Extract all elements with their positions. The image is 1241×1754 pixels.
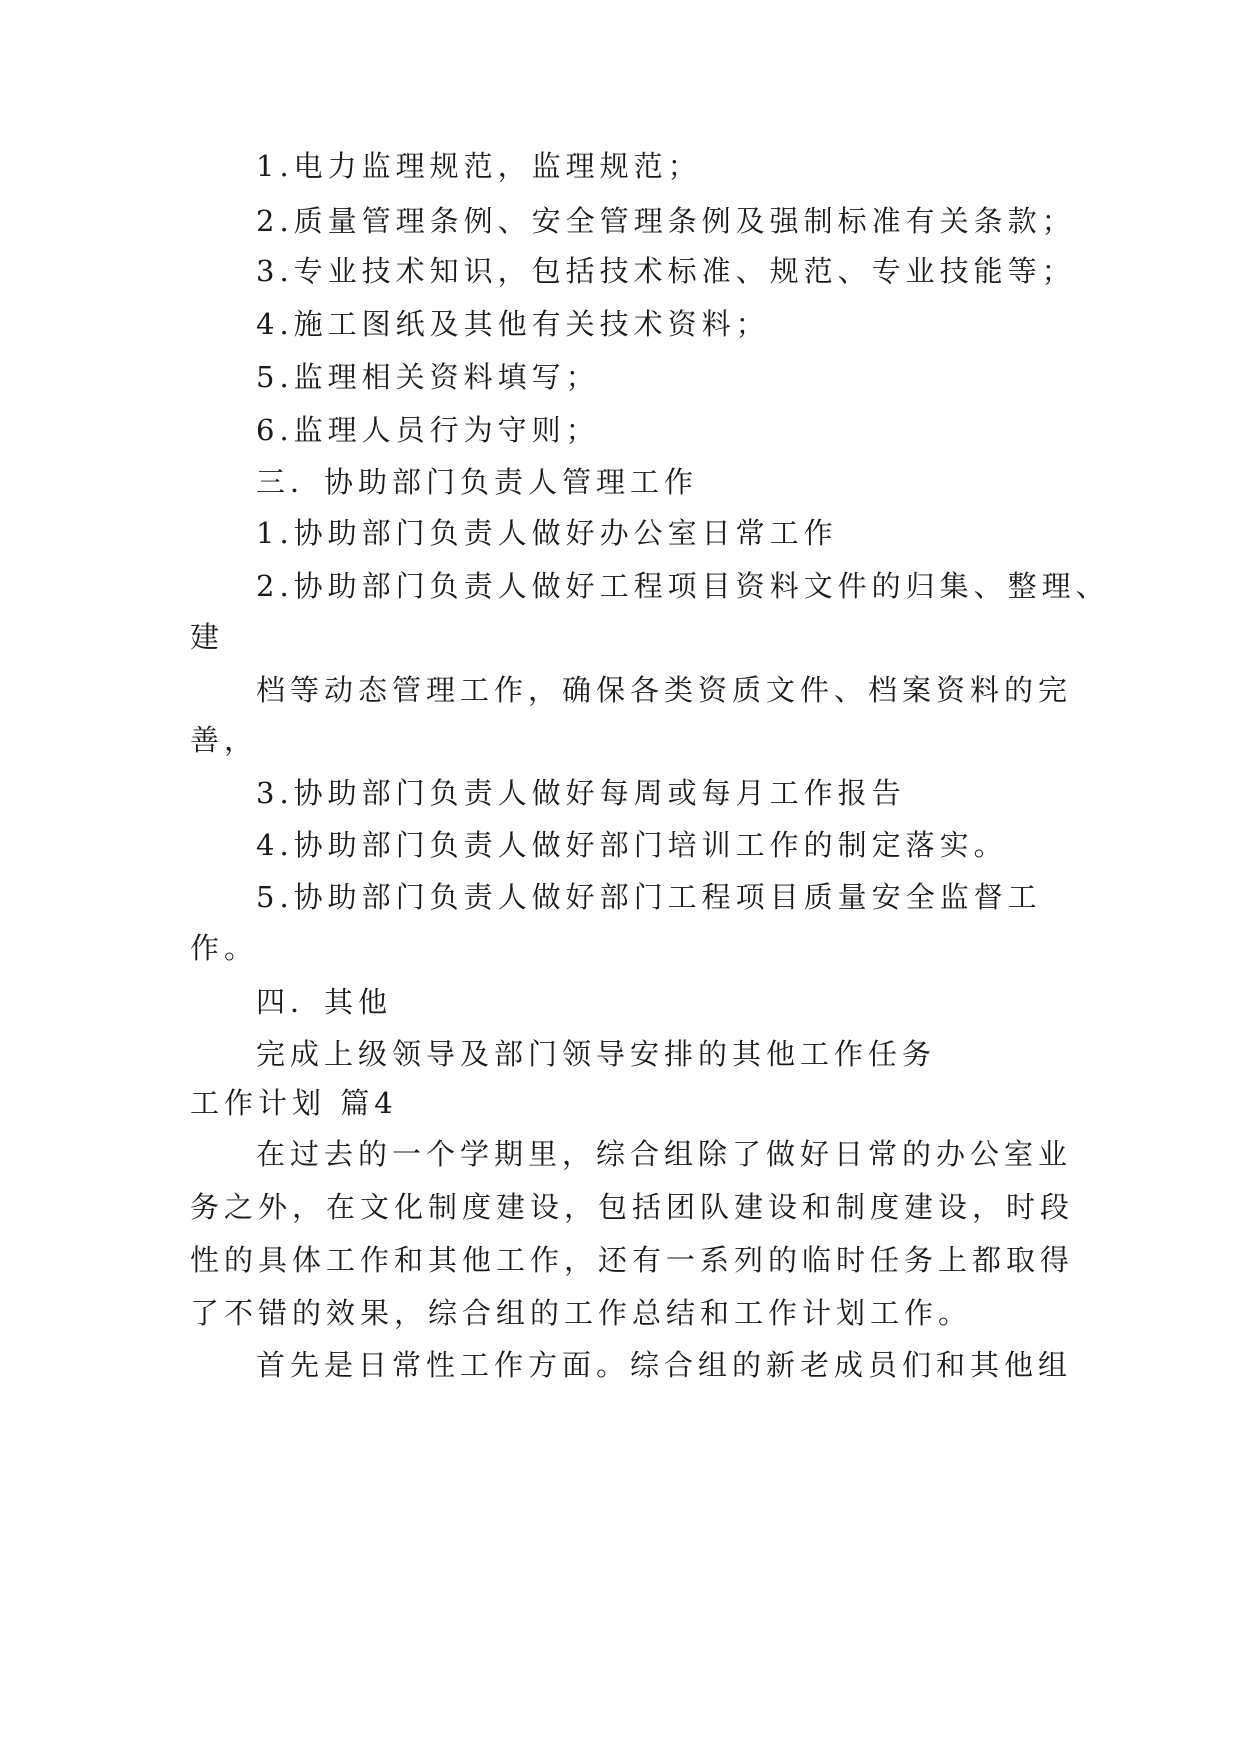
list-item: 3.协助部门负责人做好每周或每月工作报告 <box>256 776 906 810</box>
paragraph-line: 首先是日常性工作方面。综合组的新老成员们和其他组 <box>256 1348 1073 1382</box>
list-item: 1.电力监理规范，监理规范； <box>256 149 702 183</box>
paragraph-line: 在过去的一个学期里，综合组除了做好日常的办公室业 <box>256 1137 1073 1171</box>
list-item: 4.协助部门负责人做好部门培训工作的制定落实。 <box>256 828 1008 862</box>
list-item: 3.专业技术知识，包括技术标准、规范、专业技能等； <box>256 254 1076 288</box>
list-item: 5.监理相关资料填写； <box>256 360 600 394</box>
list-item: 2.质量管理条例、安全管理条例及强制标准有关条款； <box>256 204 1076 238</box>
section-heading: 四．其他 <box>256 985 393 1019</box>
text-line: 善， <box>190 723 259 757</box>
list-item: 5.协助部门负责人做好部门工程项目质量安全监督工 <box>256 880 1042 914</box>
list-item: 4.施工图纸及其他有关技术资料； <box>256 307 770 341</box>
paragraph-line: 性的具体工作和其他工作，还有一系列的临时任务上都取得 <box>190 1243 1075 1277</box>
text-line: 作。 <box>190 931 259 965</box>
document-heading: 工作计划 篇4 <box>190 1086 398 1120</box>
list-item: 6.监理人员行为守则； <box>256 413 600 447</box>
list-item: 1.协助部门负责人做好办公室日常工作 <box>256 516 838 550</box>
text-line: 档等动态管理工作，确保各类资质文件、档案资料的完 <box>256 673 1073 707</box>
text-line: 建 <box>190 620 225 654</box>
section-heading: 三．协助部门负责人管理工作 <box>256 465 699 499</box>
paragraph-line: 了不错的效果，综合组的工作总结和工作计划工作。 <box>190 1296 973 1330</box>
list-item: 2.协助部门负责人做好工程项目资料文件的归集、整理、 <box>256 569 1110 603</box>
text-line: 完成上级领导及部门领导安排的其他工作任务 <box>256 1037 937 1071</box>
paragraph-line: 务之外，在文化制度建设，包括团队建设和制度建设，时段 <box>190 1190 1075 1224</box>
